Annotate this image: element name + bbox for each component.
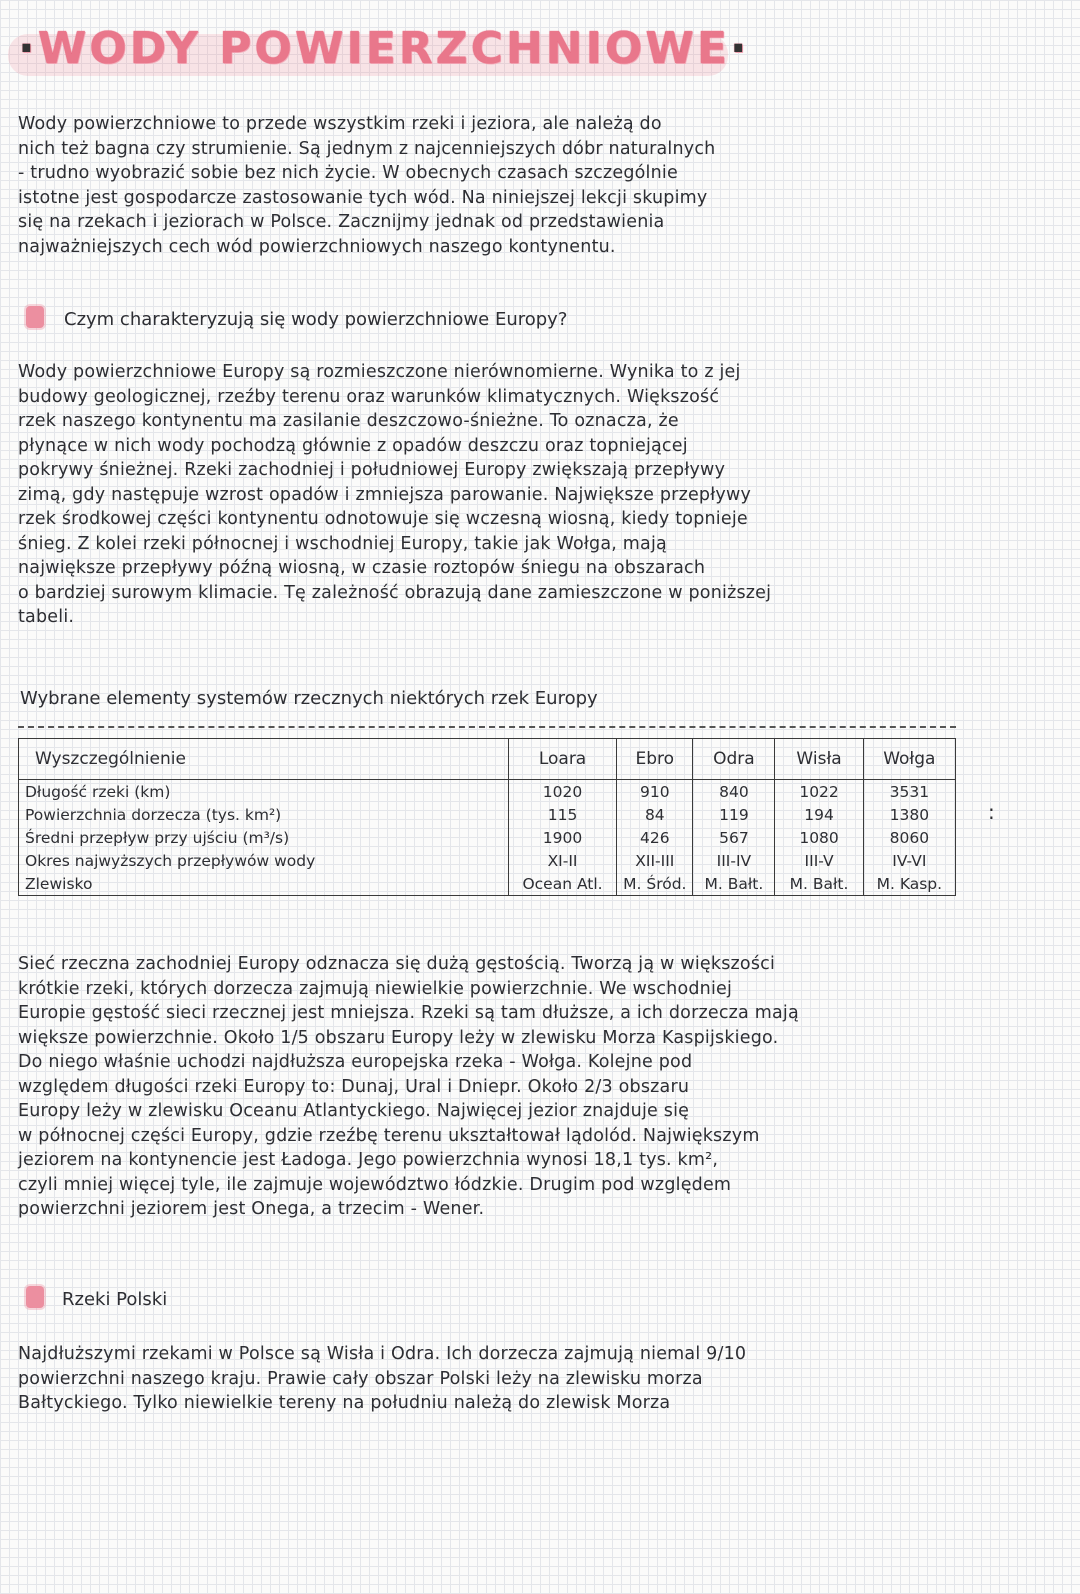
table-cell: XII-III bbox=[617, 849, 693, 872]
header-cell: Odra bbox=[693, 739, 775, 780]
table-row bbox=[19, 803, 956, 826]
network-line: czyli mniej więcej tyle, ile zajmuje województwo łódzkie. Drugim pod względem bbox=[18, 1174, 732, 1195]
poland-line: Najdłuższymi rzekami w Polsce są Wisła i Odra. Ich dorzecza zajmują niemal 9/10 bbox=[18, 1344, 747, 1364]
network-line: w północnej części Europy, gdzie rzeźbę terenu ukształtował lądolód. Największym bbox=[18, 1125, 760, 1146]
row-label: Średni przepływ przy ujściu (m³/s) bbox=[19, 826, 509, 849]
table-cell: 115 bbox=[508, 803, 617, 826]
europe-line: tabeli. bbox=[18, 607, 75, 627]
table-cell: 8060 bbox=[863, 826, 955, 849]
europe-line: o bardziej surowym klimacie. Tę zależność obrazują dane zamieszczone w poniższej bbox=[18, 582, 772, 603]
table-cell: M. Bałt. bbox=[775, 872, 863, 896]
intro-paragraph bbox=[18, 112, 1058, 259]
table-cell: 3531 bbox=[863, 780, 955, 804]
network-paragraph bbox=[18, 952, 1058, 1222]
poland-line: Bałtyckiego. Tylko niewielkie tereny na południu należą do zlewisk Morza bbox=[18, 1393, 671, 1413]
row-label: Długość rzeki (km) bbox=[19, 780, 509, 804]
network-line: większe powierzchnie. Około 1/5 obszaru Europy leży w zlewisku Morza Kaspijskiego. bbox=[18, 1027, 779, 1048]
table-side-mark: : bbox=[988, 800, 995, 824]
table-row bbox=[19, 849, 956, 872]
table-cell: XI-II bbox=[508, 849, 617, 872]
table-cell: III-IV bbox=[693, 849, 775, 872]
network-line: Europy leży w zlewisku Oceanu Atlantyckiego. Najwięcej jezior znajduje się bbox=[18, 1101, 690, 1121]
europe-line: rzek środkowej części kontynentu odnotowuje się wczesną wiosną, kiedy topnieje bbox=[18, 509, 748, 529]
network-line: jeziorem na kontynencie jest Ładoga. Jego powierzchnia wynosi 18,1 tys. km², bbox=[18, 1150, 719, 1170]
network-line: względem długości rzeki Europy to: Dunaj, Ural i Dniepr. Około 2/3 obszaru bbox=[18, 1076, 690, 1097]
rivers-table bbox=[18, 738, 956, 896]
network-line: Europie gęstość sieci rzecznej jest mniejsza. Rzeki są tam dłuższe, a ich dorzecza mają bbox=[18, 1003, 799, 1023]
row-label: Powierzchnia dorzecza (tys. km²) bbox=[19, 803, 509, 826]
table-cell: 1020 bbox=[508, 780, 617, 804]
table-cell: M. Bałt. bbox=[693, 872, 775, 896]
row-label: Zlewisko bbox=[19, 872, 509, 896]
table-row bbox=[19, 872, 956, 896]
section-heading-europe: Czym charakteryzują się wody powierzchniowe Europy? bbox=[64, 309, 568, 330]
table-cell: 84 bbox=[617, 803, 693, 826]
table-cell: 119 bbox=[693, 803, 775, 826]
title-word-1: WODY bbox=[37, 23, 201, 74]
intro-line: nich też bagna czy strumienie. Są jednym z najcenniejszych dóbr naturalnych bbox=[18, 138, 716, 159]
table-row bbox=[19, 826, 956, 849]
table-cell: 194 bbox=[775, 803, 863, 826]
title-word-2: POWIERZCHNIOWE bbox=[219, 23, 730, 74]
table-cell: 840 bbox=[693, 780, 775, 804]
network-line: powierzchni jeziorem jest Onega, a trzecim - Wener. bbox=[18, 1199, 485, 1219]
europe-line: rzek naszego kontynentu ma zasilanie deszczowo-śnieżne. To oznacza, że bbox=[18, 411, 679, 431]
poland-paragraph bbox=[18, 1342, 1058, 1416]
header-cell: Loara bbox=[508, 739, 617, 780]
network-line: Sieć rzeczna zachodniej Europy odznacza się dużą gęstością. Tworzą ją w większości bbox=[18, 954, 776, 974]
europe-line: zimą, gdy następuje wzrost opadów i zmniejsza parowanie. Największe przepływy bbox=[18, 484, 752, 505]
header-cell: Ebro bbox=[617, 739, 693, 780]
table-row bbox=[19, 780, 956, 804]
europe-paragraph bbox=[18, 360, 1058, 630]
section-bullet-icon bbox=[26, 306, 44, 328]
table-cell: III-V bbox=[775, 849, 863, 872]
intro-line: - trudno wyobrazić sobie bez nich życie. W obecnych czasach szczególnie bbox=[18, 163, 678, 183]
section-bullet-icon bbox=[26, 1286, 44, 1308]
table-dashed-line bbox=[18, 726, 956, 728]
page-title bbox=[18, 14, 750, 84]
intro-line: istotne jest gospodarcze zastosowanie tych wód. Na niniejszej lekcji skupimy bbox=[18, 187, 708, 208]
table-caption: Wybrane elementy systemów rzecznych niektórych rzek Europy bbox=[20, 688, 598, 709]
table-cell: 567 bbox=[693, 826, 775, 849]
poland-line: powierzchni naszego kraju. Prawie cały obszar Polski leży na zlewisku morza bbox=[18, 1368, 703, 1389]
table-cell: Ocean Atl. bbox=[508, 872, 617, 896]
table-cell: 1380 bbox=[863, 803, 955, 826]
network-line: krótkie rzeki, których dorzecza zajmują niewielkie powierzchnie. We wschodniej bbox=[18, 978, 733, 999]
table-cell: 1900 bbox=[508, 826, 617, 849]
title-trail-dot: · bbox=[729, 23, 750, 74]
section-heading-poland: Rzeki Polski bbox=[62, 1289, 168, 1310]
table-cell: IV-VI bbox=[863, 849, 955, 872]
intro-line: najważniejszych cech wód powierzchniowych naszego kontynentu. bbox=[18, 236, 616, 257]
table-cell: M. Śród. bbox=[617, 872, 693, 896]
europe-line: największe przepływy późną wiosną, w czasie roztopów śniegu na obszarach bbox=[18, 558, 706, 578]
title-lead-dot: · bbox=[18, 23, 38, 74]
table-cell: 1022 bbox=[775, 780, 863, 804]
intro-line: się na rzekach i jeziorach w Polsce. Zacznijmy jednak od przedstawienia bbox=[18, 212, 665, 232]
europe-line: Wody powierzchniowe Europy są rozmieszczone nierównomierne. Wynika to z jej bbox=[18, 362, 741, 382]
table-cell: 1080 bbox=[775, 826, 863, 849]
header-cell: Wołga bbox=[863, 739, 955, 780]
table-cell: M. Kasp. bbox=[863, 872, 955, 896]
europe-line: budowy geologicznej, rzeźby terenu oraz warunków klimatycznych. Większość bbox=[18, 386, 720, 407]
europe-line: pokrywy śnieżnej. Rzeki zachodniej i południowej Europy zwiększają przepływy bbox=[18, 460, 726, 480]
europe-line: płynące w nich wody pochodzą głównie z opadów deszczu oraz topniejącej bbox=[18, 435, 688, 456]
network-line: Do niego właśnie uchodzi najdłuższa europejska rzeka - Wołga. Kolejne pod bbox=[18, 1052, 693, 1072]
row-label: Okres najwyższych przepływów wody bbox=[19, 849, 509, 872]
intro-line: Wody powierzchniowe to przede wszystkim rzeki i jeziora, ale należą do bbox=[18, 114, 662, 134]
europe-line: śnieg. Z kolei rzeki północnej i wschodniej Europy, takie jak Wołga, mają bbox=[18, 533, 667, 554]
header-cell: Wisła bbox=[775, 739, 863, 780]
header-cell: Wyszczególnienie bbox=[19, 739, 509, 780]
table-cell: 910 bbox=[617, 780, 693, 804]
table-cell: 426 bbox=[617, 826, 693, 849]
table-header-row bbox=[19, 739, 956, 780]
